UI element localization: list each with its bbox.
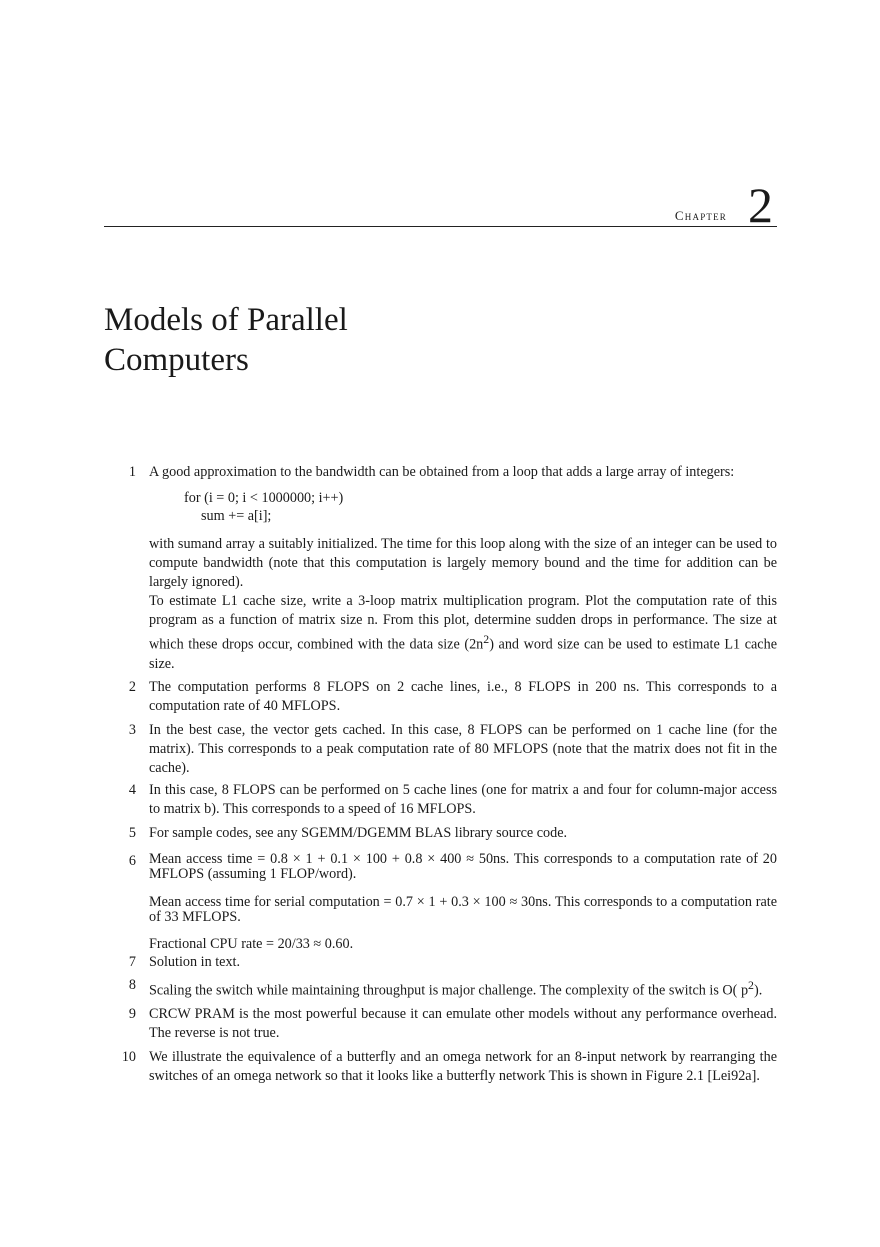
chapter-label: Chapter — [674, 208, 727, 223]
code-line: sum += a[i]; — [201, 508, 272, 524]
solution-number: 4 — [128, 781, 136, 798]
solution-10 — [104, 1048, 777, 1086]
solution-text: We illustrate the equivalence of a butterfly and an omega network for an 8-input network by rearranging the switches of an omega network so that it looks like a butterfly network This is shown in Figure 2.1 [Lei92a]. — [149, 1049, 777, 1085]
solution-2 — [104, 678, 777, 716]
solution-number: 5 — [128, 824, 136, 841]
solution-1 — [104, 463, 777, 674]
solution-number: 2 — [128, 678, 136, 695]
chapter-number: 2 — [748, 177, 773, 233]
solution-number: 10 — [121, 1049, 136, 1066]
solution-text: Solution in text. — [149, 953, 241, 970]
chapter-title-line-2: Computers — [104, 342, 249, 378]
solution-6 — [104, 852, 777, 952]
solution-text: Scaling the switch while maintaining throughput is major challenge. The complexity of the switch is O( $p^2$). — [149, 977, 763, 999]
solution-intro: A good approximation to the bandwidth can be obtained from a loop that adds a large array of integers: — [149, 464, 735, 480]
solution-paragraph: To estimate L1 cache size, write a 3-loop matrix multiplication program. Plot the computation rate of this program as a function of matrix size n. From this plot, determine sudden drops in performance. The size at which these drops occur, combined with the data size $(2n^2)$ and word size can be used to estimate L1 cache size. — [149, 593, 777, 672]
solution-paragraph: Mean access time = 0.8 × 1 + 0.1 × 100 + 0.8 × 400 ≈ 50ns. This corresponds to a computation rate of 20 MFLOPS (assuming 1 FLOP/word). — [149, 850, 777, 882]
solution-number: 3 — [128, 721, 136, 738]
chapter-title — [104, 300, 704, 380]
solution-paragraph: Fractional CPU rate = 20/33 ≈ 0.60. — [149, 935, 354, 952]
code-block — [184, 489, 777, 525]
chapter-header — [104, 177, 777, 233]
solution-9 — [104, 1005, 777, 1043]
code-line: for (i = 0; i < 1000000; i++) — [184, 490, 344, 506]
solution-text: For sample codes, see any SGEMM/DGEMM BLAS library source code. — [149, 824, 568, 841]
chapter-title-line-1: Models of Parallel — [104, 302, 348, 338]
solution-3 — [104, 721, 777, 778]
solution-number: 1 — [128, 464, 136, 480]
solution-8 — [104, 976, 777, 1001]
solution-5 — [104, 824, 777, 843]
solution-number: 9 — [128, 1006, 136, 1023]
solution-text: In this case, 8 FLOPS can be performed on 5 cache lines (one for matrix a and four for column-major access to matrix b). This corresponds to a speed of 16 MFLOPS. — [149, 781, 777, 817]
solution-text: CRCW PRAM is the most powerful because it can emulate other models without any performance overhead. The reverse is not true. — [149, 1006, 777, 1042]
solution-text: In the best case, the vector gets cached. In this case, 8 FLOPS can be performed on 1 cache line (for the matrix). This corresponds to a peak computation rate of 80 MFLOPS (note that the matrix does not fit in the cache). — [149, 721, 777, 776]
solution-number: 6 — [128, 852, 136, 869]
solutions-list — [104, 463, 777, 1086]
solution-paragraph: Mean access time for serial computation = 0.7 × 1 + 0.3 × 100 ≈ 30ns. This corresponds to a computation rate of 33 MFLOPS. — [149, 893, 777, 925]
solution-4 — [104, 781, 777, 819]
solution-text: The computation performs 8 FLOPS on 2 cache lines, i.e., 8 FLOPS in 200 ns. This corresponds to a computation rate of 40 MFLOPS. — [149, 678, 777, 714]
solution-number: 7 — [128, 953, 136, 970]
solution-number: 8 — [128, 976, 136, 993]
solution-7 — [104, 953, 777, 972]
solution-paragraph: with sumand array a suitably initialized. The time for this loop along with the size of an integer can be used to compute bandwidth (note that this computation is largely memory bound and the time for addition can be largely ignored). — [149, 536, 777, 590]
